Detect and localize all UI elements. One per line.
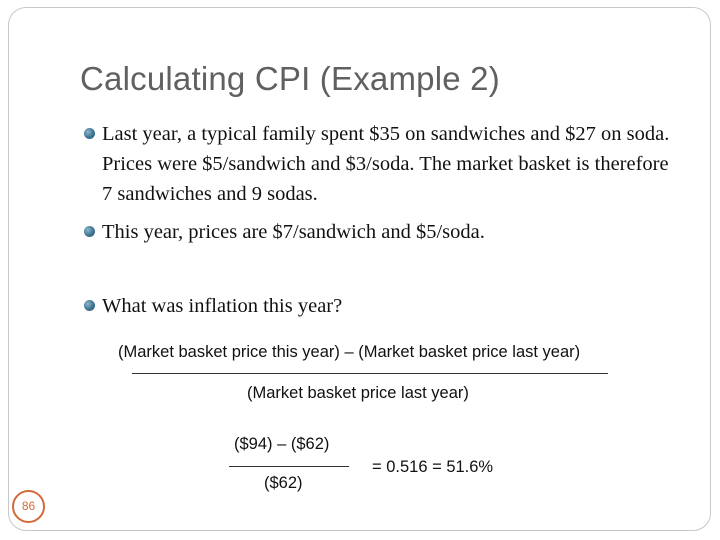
bullet-text: Last year, a typical family spent $35 on sandwiches and $27 on soda. Prices were $5/sandwich and $3/soda. The market basket is therefore 7 sandwiches and 9 sodas. [102, 123, 670, 205]
bullet-marker-icon [84, 300, 95, 311]
slide-title: Calculating CPI (Example 2) [80, 60, 500, 97]
bullet-item [84, 291, 677, 321]
bullet-item [84, 217, 677, 247]
bullet-marker-icon [84, 128, 95, 139]
formula-denominator: (Market basket price last year) [247, 384, 469, 402]
formula-fraction-bar [132, 373, 608, 374]
bullet-text: What was inflation this year? [102, 295, 343, 317]
calc-fraction-bar [229, 466, 349, 467]
bullet-text: This year, prices are $7/sandwich and $5/soda. [102, 221, 485, 243]
calc-numerator: ($94) – ($62) [234, 435, 330, 453]
calc-denominator: ($62) [264, 474, 303, 492]
bullet-marker-icon [84, 226, 95, 237]
slide-number-badge: 86 [12, 490, 45, 523]
bullet-item [84, 119, 677, 209]
calc-result: = 0.516 = 51.6% [372, 458, 494, 476]
formula-numerator: (Market basket price this year) – (Market basket price last year) [118, 343, 581, 361]
